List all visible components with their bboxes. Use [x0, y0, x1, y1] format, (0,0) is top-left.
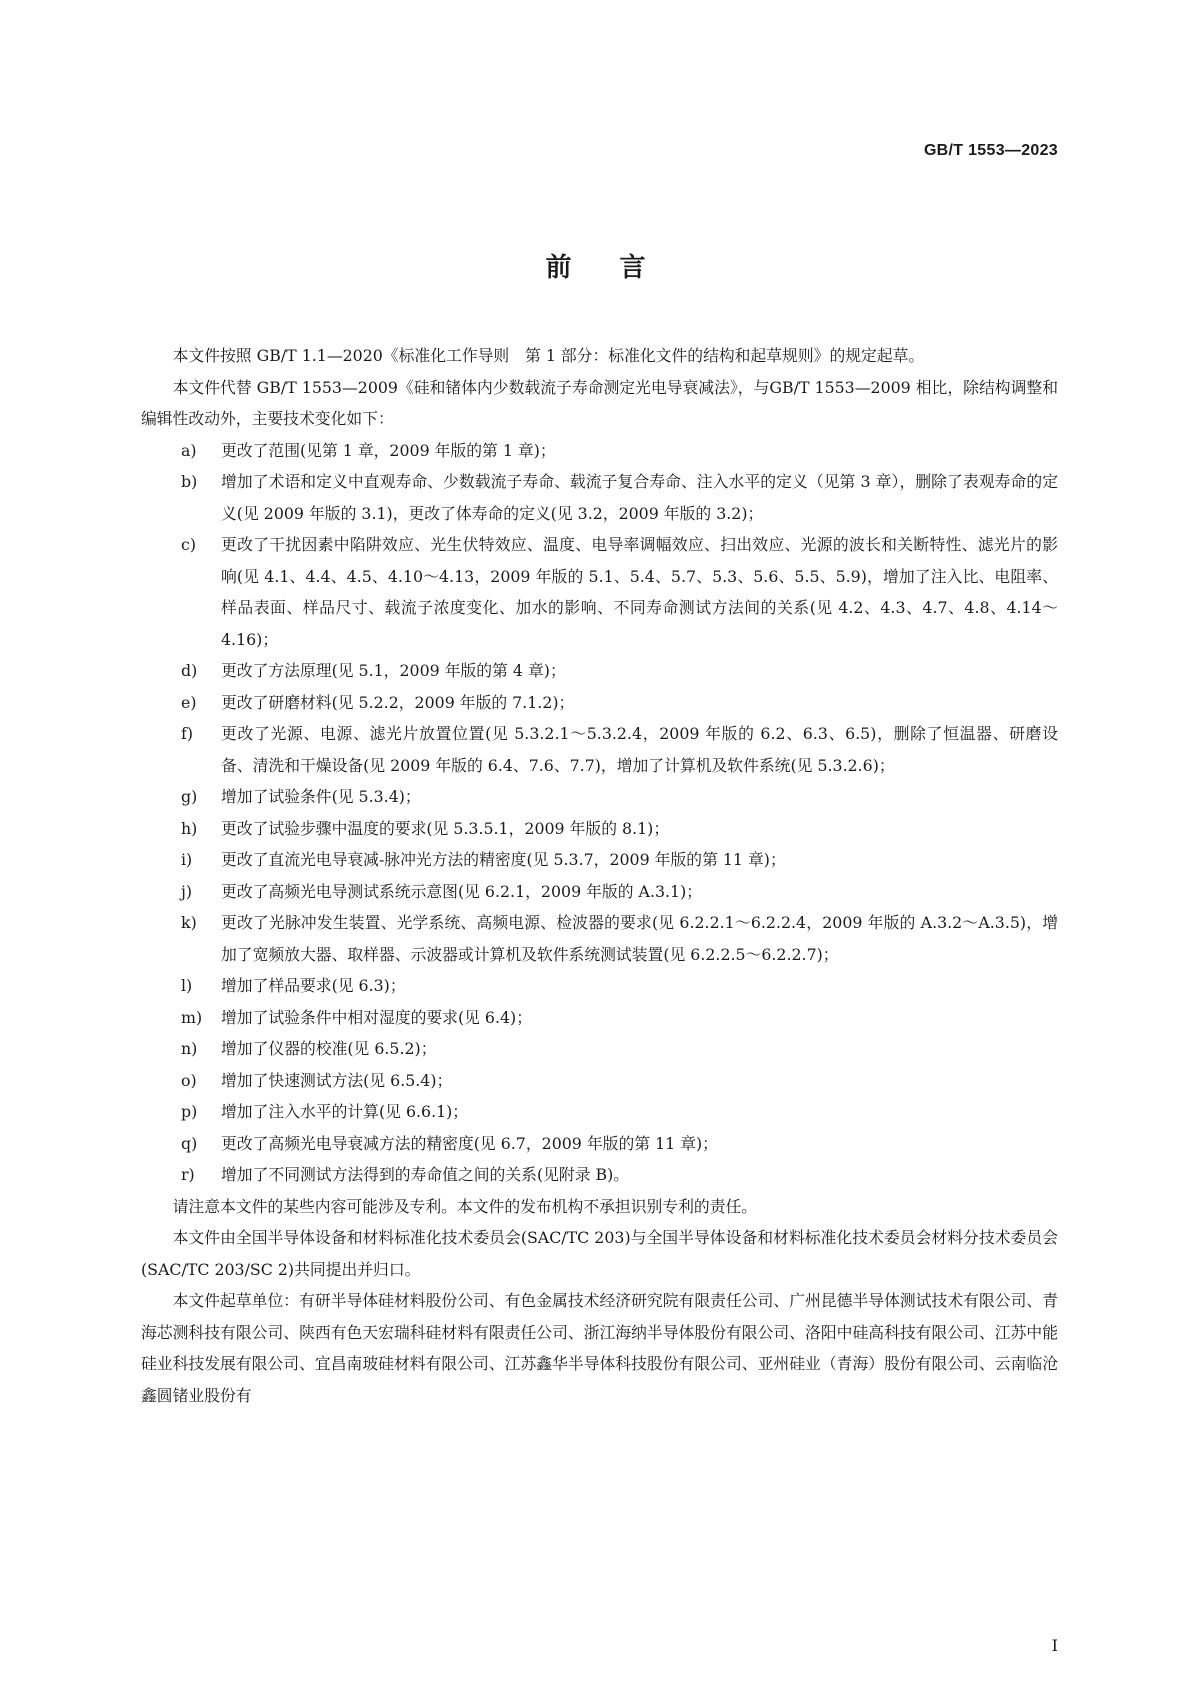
list-item	[141, 844, 1058, 876]
page-title: 前言	[545, 253, 694, 283]
list-item-label: g)	[181, 787, 198, 806]
list-item-text: 更改了试验步骤中温度的要求(见 5.3.5.1，2009 年版的 8.1)；	[221, 818, 670, 838]
list-item-label: b)	[181, 472, 198, 491]
paragraph-patent-notice: 请注意本文件的某些内容可能涉及专利。本文件的发布机构不承担识别专利的责任。	[172, 1196, 758, 1216]
document-body	[141, 340, 1058, 1411]
paragraph-drafting-rules: 本文件按照 GB/T 1.1—2020《标准化工作导则 第 1 部分：标准化文件的结构和起草规则》的规定起草。	[172, 346, 925, 365]
list-item-text: 更改了直流光电导衰减-脉冲光方法的精密度(见 5.3.7，2009 年版的第 11 章)；	[221, 850, 786, 869]
list-item-text: 增加了术语和定义中直观寿命、少数载流子寿命、载流子复合寿命、注入水平的定义（见第 3 章），删除了表观寿命的定义(见 2009 年版的 3.1)，更改了体寿命的定义(见 3.2，2009 年版的 3.2)；	[221, 472, 1058, 523]
list-item-label: q)	[181, 1133, 198, 1153]
list-item-label: e)	[181, 692, 197, 712]
list-item-label: m)	[181, 1007, 203, 1027]
list-item	[141, 813, 1058, 845]
list-item	[141, 970, 1058, 1002]
list-item	[141, 529, 1058, 655]
list-item	[141, 466, 1058, 529]
list-item	[141, 1065, 1058, 1097]
list-item-text: 增加了仪器的校准(见 6.5.2)；	[221, 1039, 437, 1058]
list-item	[141, 1159, 1058, 1191]
list-item-label: j)	[181, 881, 193, 901]
list-item-label: h)	[181, 818, 198, 838]
list-item-text: 更改了高频光电导测试系统示意图(见 6.2.1，2009 年版的 A.3.1)；	[221, 881, 703, 901]
changes-list	[141, 435, 1058, 1191]
list-item-text: 更改了干扰因素中陷阱效应、光生伏特效应、温度、电导率调幅效应、扫出效应、光源的波长和关断特性、滤光片的影响(见 4.1、4.4、4.5、4.10～4.13，2009 年版的 5.1、5.4、5.7、5.3、5.6、5.5、5.9)，增加了注入比、电阻率、样品表面、样品尺寸、载流子浓度变化、加水的影响、不同寿命测试方法间的关系(见 4.2、4.3、4.7、4.8、4.14～4.16)；	[221, 535, 1058, 649]
list-item	[141, 876, 1058, 908]
list-item-text: 增加了快速测试方法(见 6.5.4)；	[221, 1070, 453, 1090]
page-number: I	[1051, 1636, 1058, 1655]
list-item	[141, 687, 1058, 719]
list-item-label: n)	[181, 1039, 198, 1058]
list-item-label: l)	[181, 976, 193, 995]
list-item-text: 更改了方法原理(见 5.1，2009 年版的第 4 章)；	[221, 661, 566, 680]
list-item-text: 增加了不同测试方法得到的寿命值之间的关系(见附录 B)。	[221, 1165, 630, 1184]
paragraph-replacement: 本文件代替 GB/T 1553—2009《硅和锗体内少数载流子寿命测定光电导衰减法》，与GB/T 1553—2009 相比，除结构调整和编辑性改动外，主要技术变化如下：	[141, 377, 1058, 428]
list-item	[141, 655, 1058, 687]
list-item-label: o)	[181, 1070, 197, 1090]
paragraph-drafting-units: 本文件起草单位：有研半导体硅材料股份公司、有色金属技术经济研究院有限责任公司、广州昆德半导体测试技术有限公司、青海芯测科技有限公司、陕西有色天宏瑞科硅材料有限责任公司、浙江海纳半导体股份有限公司、洛阳中硅高科技有限公司、江苏中能硅业科技发展有限公司、宜昌南玻硅材料有限公司、江苏鑫华半导体科技股份有限公司、亚州硅业（青海）股份有限公司、云南临沧鑫圆锗业股份有	[141, 1291, 1058, 1405]
list-item	[141, 1128, 1058, 1160]
list-item-text: 增加了试验条件(见 5.3.4)；	[221, 787, 421, 806]
list-item	[141, 1033, 1058, 1065]
list-item-label: k)	[181, 913, 197, 932]
list-item-text: 增加了注入水平的计算(见 6.6.1)；	[221, 1102, 469, 1121]
standard-code: GB/T 1553—2023	[923, 142, 1058, 159]
list-item-text: 更改了光脉冲发生装置、光学系统、高频电源、检波器的要求(见 6.2.2.1～6.2.2.4，2009 年版的 A.3.2～A.3.5)，增加了宽频放大器、取样器、示波器或计算机及软件系统测试装置(见 6.2.2.5～6.2.2.7)；	[221, 913, 1058, 964]
list-item-label: d)	[181, 661, 198, 680]
list-item	[141, 718, 1058, 781]
list-item-label: a)	[181, 440, 197, 460]
list-item	[141, 907, 1058, 970]
list-item-label: i)	[181, 850, 193, 869]
list-item-label: f)	[181, 724, 194, 743]
list-item-label: r)	[181, 1165, 195, 1184]
list-item-label: c)	[181, 535, 197, 554]
list-item	[141, 781, 1058, 813]
list-item-text: 更改了研磨材料(见 5.2.2，2009 年版的 7.1.2)；	[221, 692, 575, 712]
list-item	[141, 1096, 1058, 1128]
list-item-text: 增加了试验条件中相对湿度的要求(见 6.4)；	[221, 1007, 533, 1027]
list-item-text: 更改了高频光电导衰减方法的精密度(见 6.7，2009 年版的第 11 章)；	[221, 1133, 718, 1153]
list-item-text: 增加了样品要求(见 6.3)；	[221, 976, 406, 995]
list-item	[141, 1002, 1058, 1034]
list-item-label: p)	[181, 1102, 198, 1121]
paragraph-proposer: 本文件由全国半导体设备和材料标准化技术委员会(SAC/TC 203)与全国半导体设备和材料标准化技术委员会材料分技术委员会(SAC/TC 203/SC 2)共同提出并归口。	[141, 1228, 1058, 1279]
list-item	[141, 435, 1058, 467]
list-item-text: 更改了范围(见第 1 章，2009 年版的第 1 章)；	[221, 440, 556, 460]
list-item-text: 更改了光源、电源、滤光片放置位置(见 5.3.2.1～5.3.2.4，2009 年版的 6.2、6.3、6.5)，删除了恒温器、研磨设备、清洗和干燥设备(见 2009 年版的 6.4、7.6、7.7)，增加了计算机及软件系统(见 5.3.2.6)；	[221, 724, 1058, 775]
